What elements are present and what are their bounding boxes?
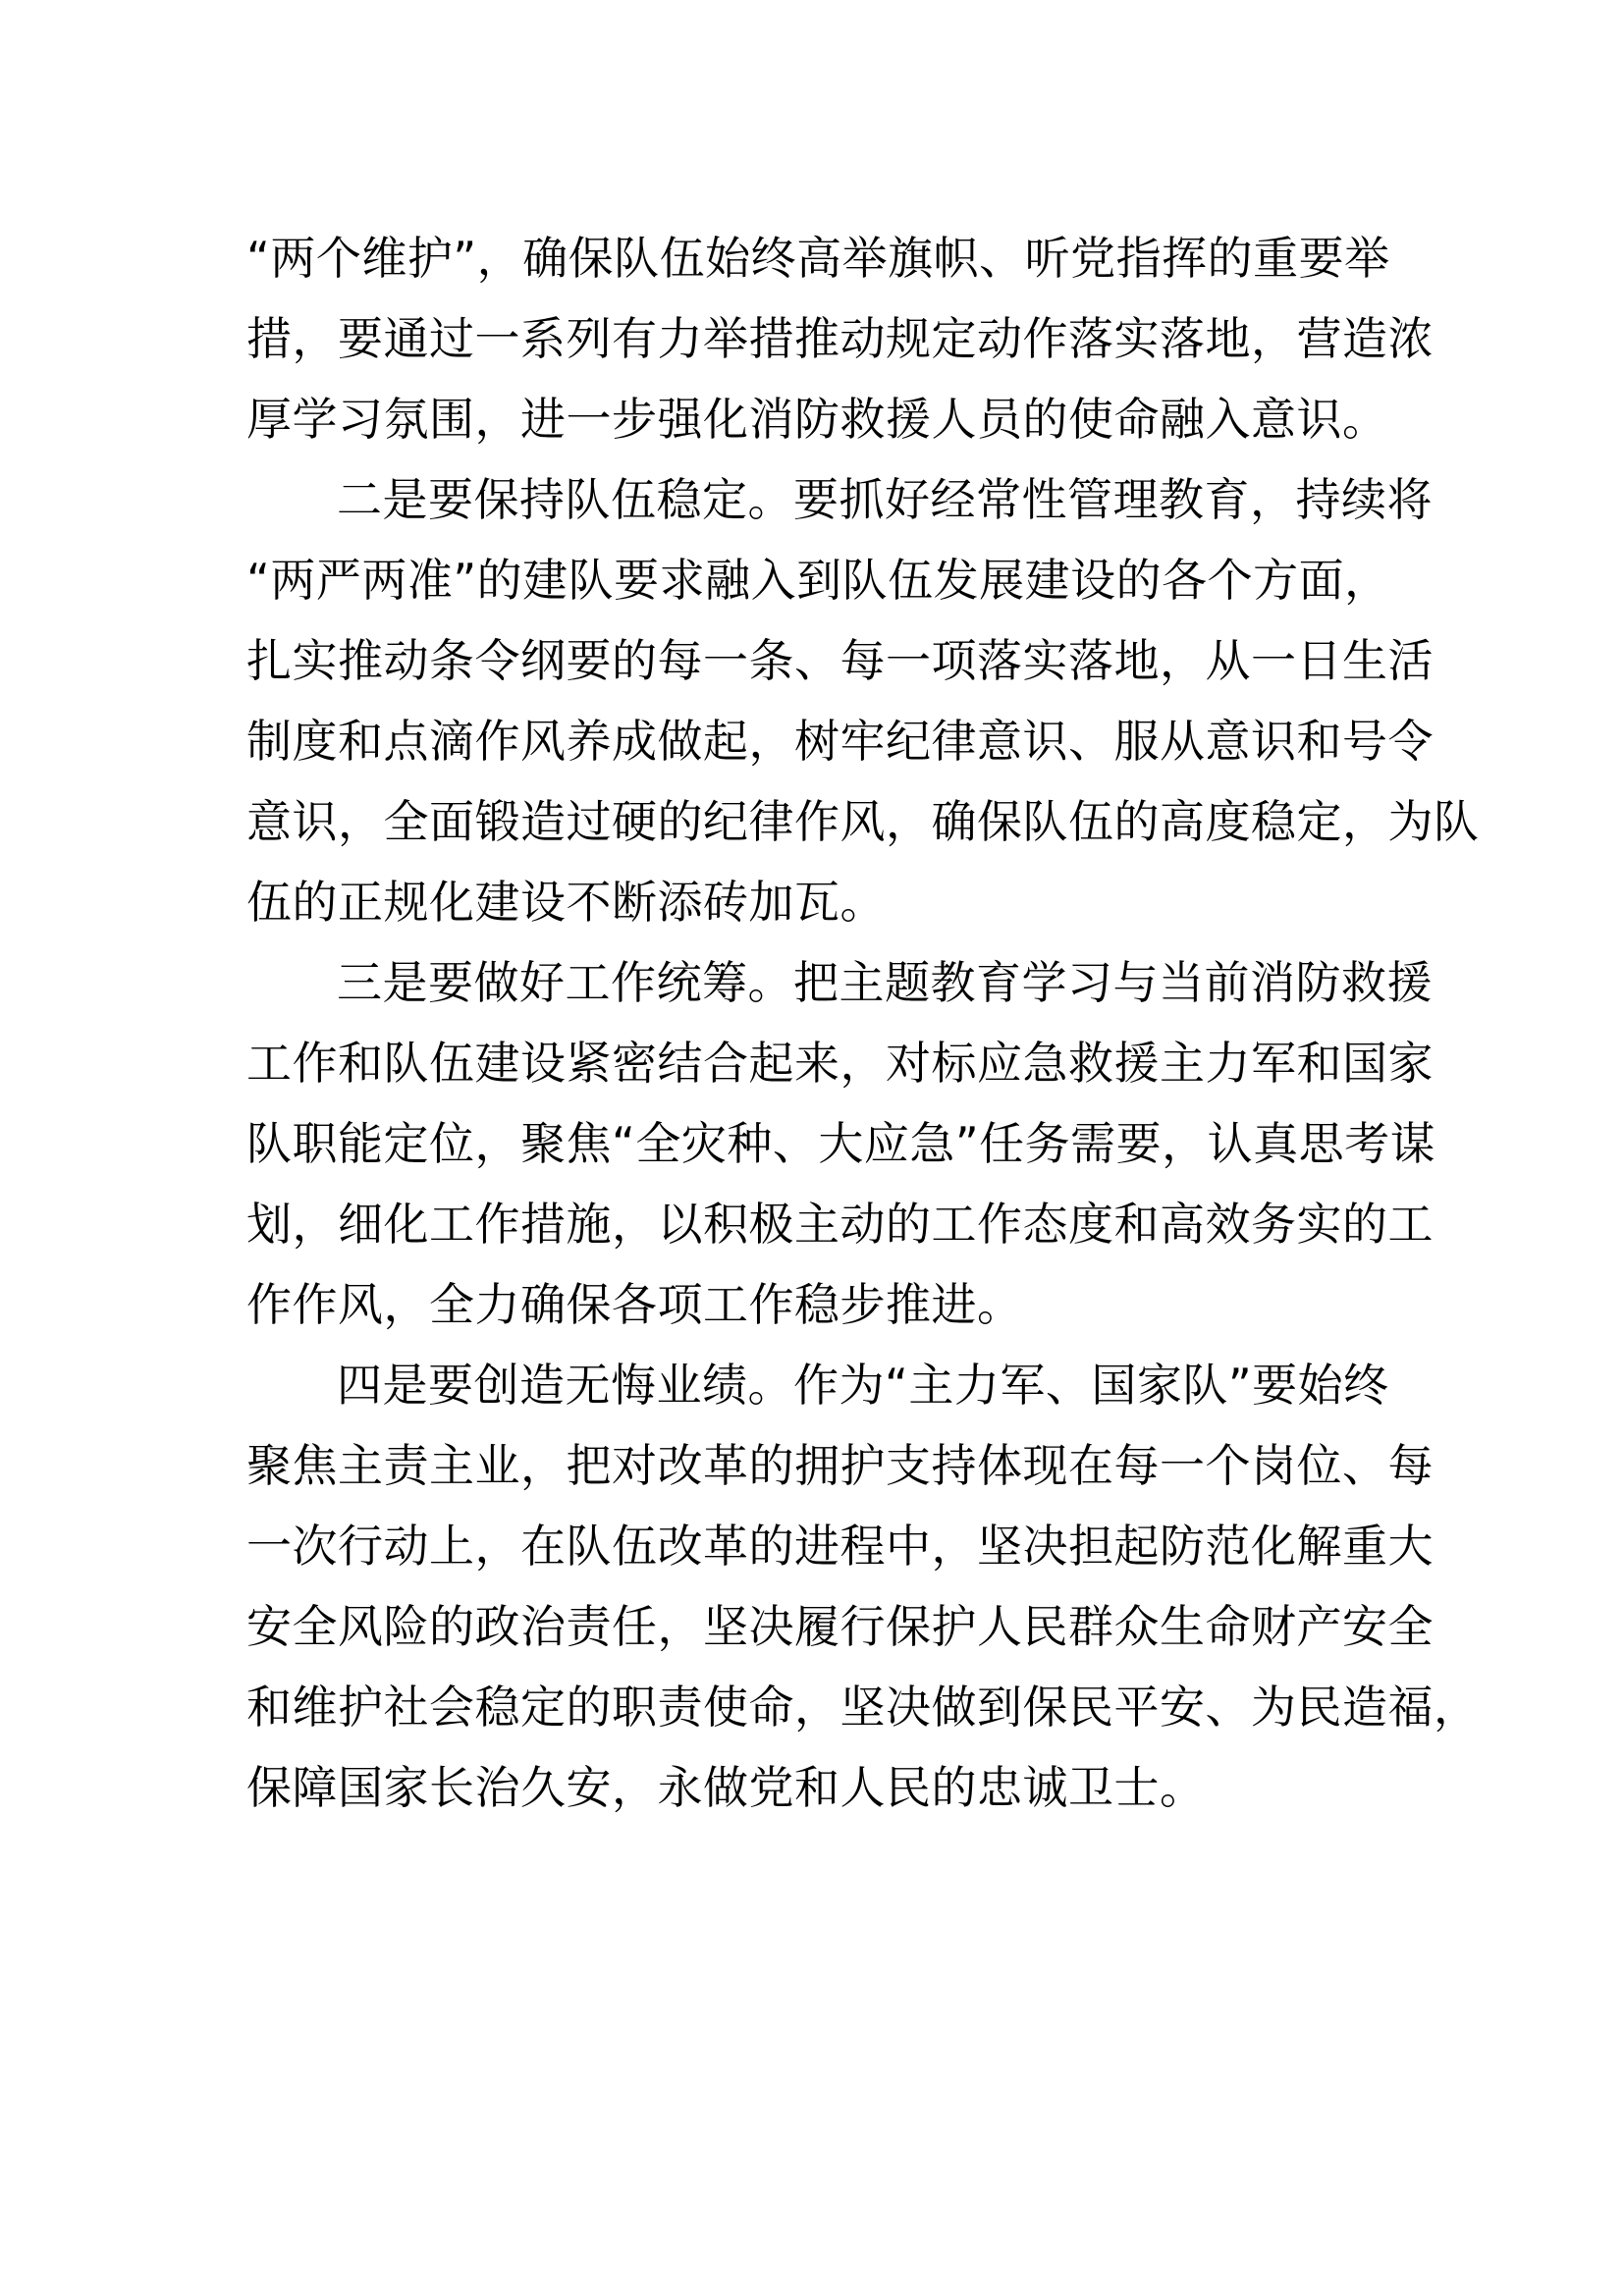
- paragraph-first-line: 二是要保持队伍稳定。要抓好经常性管理教育，持续将: [337, 473, 1433, 526]
- paragraph-first-line: 四是要创造无悔业绩。作为“主力军、国家队”要始终: [337, 1359, 1389, 1412]
- paragraph-first-line: 三是要做好工作统筹。把主题教育学习与当前消防救援: [337, 956, 1433, 1009]
- text-line: 安全风险的政治责任，坚决履行保护人民群众生命财产安全: [246, 1600, 1434, 1653]
- text-line: 工作和队伍建设紧密结合起来，对标应急救援主力军和国家: [246, 1037, 1434, 1090]
- text-line: 划，细化工作措施，以积极主动的工作态度和高效务实的工: [246, 1198, 1434, 1251]
- text-line: 意识，全面锻造过硬的纪律作风，确保队伍的高度稳定，为队: [246, 795, 1480, 848]
- text-line: 和维护社会稳定的职责使命，坚决做到保民平安、为民造福，: [246, 1681, 1480, 1734]
- text-line: “两个维护”，确保队伍始终高举旗帜、听党指挥的重要举: [246, 232, 1390, 285]
- text-line: 作作风，全力确保各项工作稳步推进。: [246, 1278, 1023, 1331]
- text-line: 一次行动上，在队伍改革的进程中，坚决担起防范化解重大: [246, 1520, 1434, 1573]
- body-text: [246, 218, 1480, 1828]
- text-line: “两严两准”的建队要求融入到队伍发展建设的各个方面，: [246, 554, 1390, 607]
- text-line: 措，要通过一系列有力举措推动规定动作落实落地，营造浓: [246, 312, 1434, 365]
- text-line: 保障国家长治久安，永做党和人民的忠诚卫士。: [246, 1761, 1206, 1814]
- text-line: 扎实推动条令纲要的每一条、每一项落实落地，从一日生活: [246, 634, 1434, 687]
- text-line: 伍的正规化建设不断添砖加瓦。: [246, 876, 886, 929]
- text-line: 聚焦主责主业，把对改革的拥护支持体现在每一个岗位、每: [246, 1439, 1434, 1492]
- text-line: 厚学习氛围，进一步强化消防救援人员的使命融入意识。: [246, 393, 1388, 446]
- text-line: 制度和点滴作风养成做起，树牢纪律意识、服从意识和号令: [246, 715, 1434, 768]
- text-line: 队职能定位，聚焦“全灾种、大应急”任务需要，认真思考谋: [246, 1117, 1436, 1170]
